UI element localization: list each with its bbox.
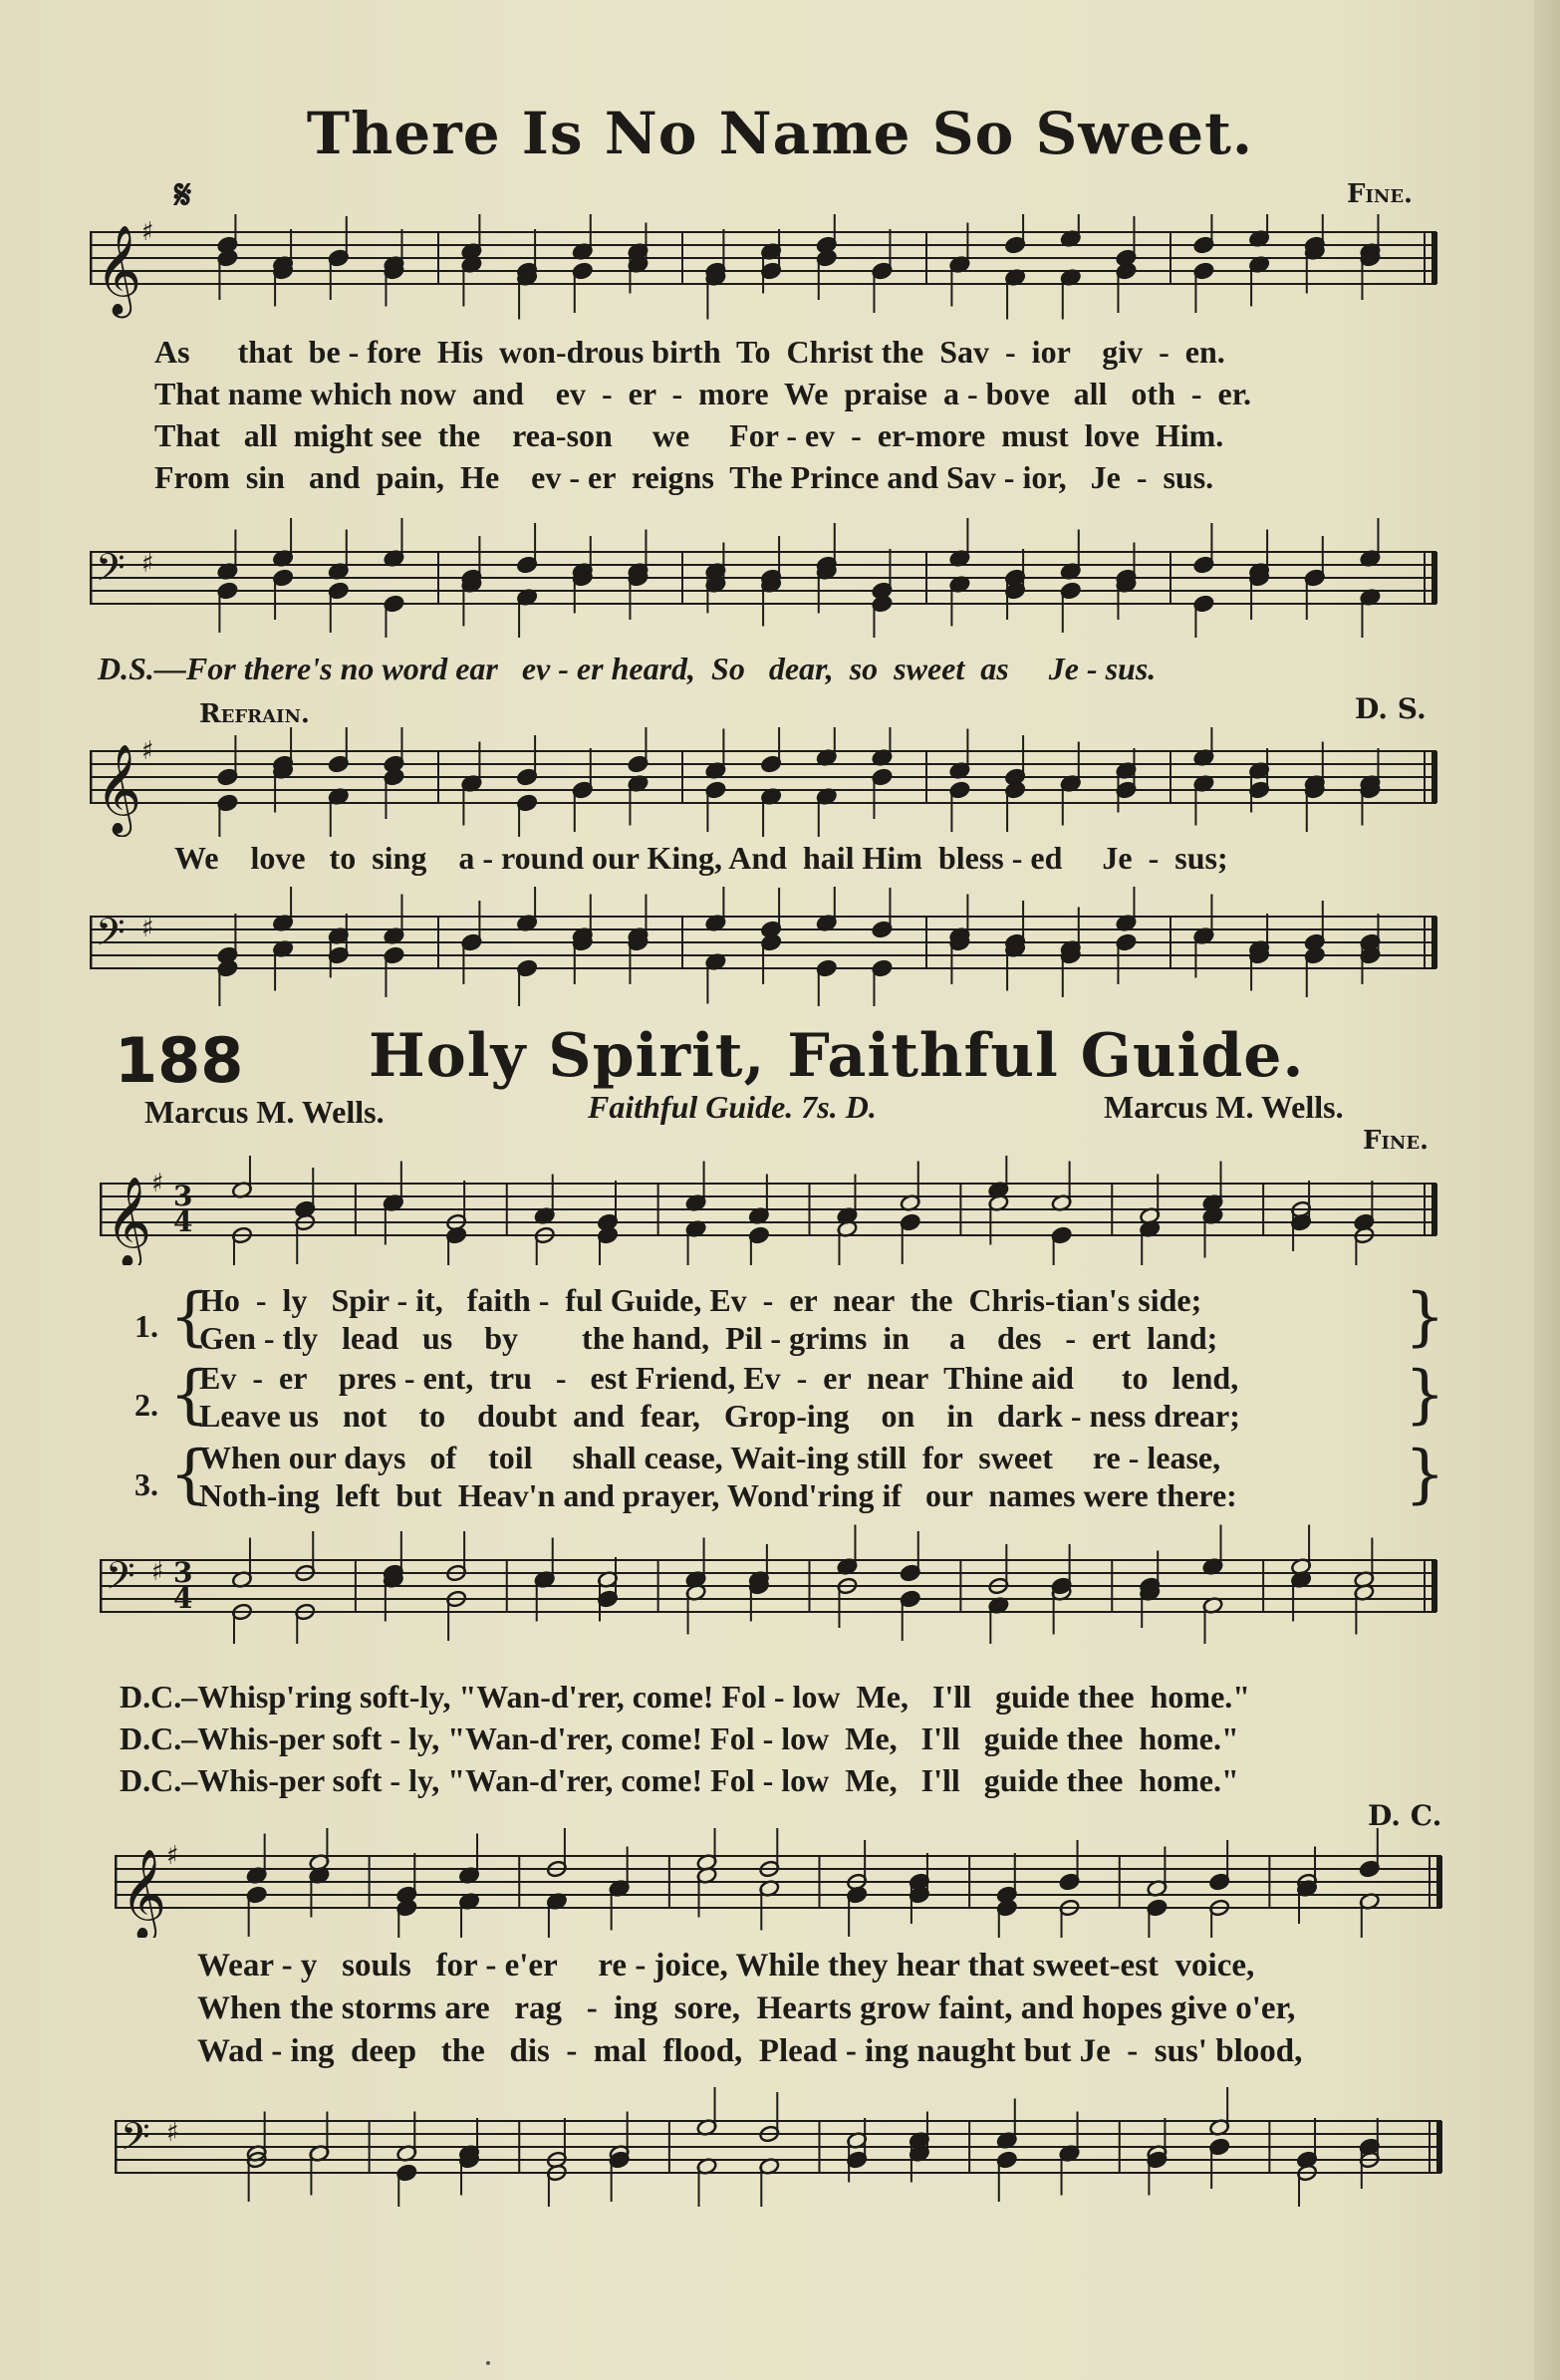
hymn-187-fine-label: Fine. [1347, 179, 1414, 209]
hymn-187-verse-line-4: From sin and pain, He ev - er reigns The Prince and Sav - ior, Je - sus. [154, 459, 1214, 495]
svg-text:4: 4 [173, 1205, 193, 1238]
page-edge [1534, 0, 1560, 2380]
chorus-line-2: When the storms are rag - ing sore, Hearts grow faint, and hopes give o'er, [197, 1990, 1296, 2026]
svg-text:3: 3 [173, 1556, 193, 1589]
verse-number-1: 1. [134, 1308, 158, 1344]
chorus-line-1: Wear - y souls for - e'er re - joice, While they hear that sweet-est voice, [197, 1948, 1255, 1983]
svg-text:𝄞: 𝄞 [96, 225, 142, 315]
hymn-188-number: 188 [115, 1024, 244, 1097]
hymn-187-title: There Is No Name So Sweet. [306, 100, 1254, 167]
dc-line-3: D.C.–Whis-per soft - ly, "Wan-d'rer, come! Fol - low Me, I'll guide thee home." [120, 1762, 1239, 1798]
segno-sign: 𝄋 [174, 171, 192, 218]
svg-text:3: 3 [173, 1180, 193, 1212]
svg-text:𝄞: 𝄞 [96, 744, 142, 834]
svg-text:♯: ♯ [151, 1169, 164, 1198]
verse-brace-right: } [1405, 1438, 1445, 1511]
hymn-187-verse-line-1: As that be - fore His won-drous birth To Christ the Sav - ior giv - en. [154, 334, 1225, 370]
verse-2-line-1: Ev - er pres - ent, tru - est Friend, Ev - er near Thine aid to lend, [199, 1360, 1239, 1396]
verse-number-2: 2. [134, 1387, 158, 1423]
svg-text:𝄢: 𝄢 [96, 910, 126, 963]
hymn-187-verse-line-3: That all might see the rea-son we For - ev - er-more must love Him. [154, 417, 1224, 453]
hymn-188-treble-staff-2 [115, 1828, 1449, 1938]
chorus-line-3: Wad - ing deep the dis - mal flood, Plead - ing naught but Je - sus' blood, [197, 2033, 1303, 2069]
page-speck [486, 2361, 490, 2365]
svg-text:𝄞: 𝄞 [106, 1177, 152, 1265]
dc-line-1: D.C.–Whisp'ring soft-ly, "Wan-d'rer, come! Fol - low Me, I'll guide thee home." [120, 1679, 1251, 1715]
hymn-187-verse-line-2: That name which now and ev - er - more We praise a - bove all oth - er. [154, 376, 1251, 411]
verse-number-3: 3. [134, 1466, 158, 1502]
svg-text:♯: ♯ [151, 1557, 164, 1587]
svg-text:𝄢: 𝄢 [96, 545, 126, 599]
svg-text:𝄢: 𝄢 [106, 1553, 135, 1607]
hymn-188-composer: Marcus M. Wells. [1104, 1089, 1344, 1125]
hymn-188-bass-staff-2 [115, 2087, 1449, 2207]
verse-brace-right: } [1405, 1358, 1445, 1432]
svg-text:♯: ♯ [141, 549, 154, 579]
hymn-187-bass-staff-1 [90, 518, 1444, 638]
hymn-187-ds-label: D. S. [1355, 692, 1427, 725]
hymn-188-tune-meter: Faithful Guide. 7s. D. [588, 1089, 877, 1125]
verse-brace-right: } [1405, 1280, 1445, 1354]
svg-text:♯: ♯ [141, 217, 154, 247]
svg-text:♯: ♯ [166, 2118, 179, 2148]
hymn-188-author: Marcus M. Wells. [144, 1094, 385, 1130]
hymn-187-refrain-label: Refrain. [199, 699, 310, 729]
svg-text:4: 4 [173, 1582, 193, 1615]
hymn-188-fine-label: Fine. [1363, 1126, 1430, 1156]
hymn-187-bass-staff-2 [90, 887, 1444, 1006]
hymn-187-ds-line: D.S.—For there's no word ear ev - er heard, So dear, so sweet as Je - sus. [98, 651, 1157, 686]
hymn-187-treble-staff-1 [90, 214, 1444, 324]
svg-text:♯: ♯ [141, 736, 154, 766]
verse-1-line-1: Ho - ly Spir - it, faith - ful Guide, Ev - er near the Chris-tian's side; [199, 1282, 1202, 1318]
verse-brace-left: { [169, 1280, 210, 1354]
hymn-187-treble-staff-2 [90, 727, 1444, 837]
dc-line-2: D.C.–Whis-per soft - ly, "Wan-d'rer, come! Fol - low Me, I'll guide thee home." [120, 1720, 1239, 1756]
hymn-188-title: Holy Spirit, Faithful Guide. [369, 1021, 1305, 1091]
svg-text:𝄞: 𝄞 [121, 1849, 167, 1938]
verse-brace-left: { [169, 1438, 210, 1511]
svg-text:𝄢: 𝄢 [121, 2114, 150, 2168]
hymn-188-dc-label: D. C. [1368, 1799, 1442, 1832]
verse-3-line-2: Noth-ing left but Heav'n and prayer, Wond'ring if our names were there: [199, 1477, 1237, 1513]
hymn-188-bass-staff-1 [100, 1524, 1444, 1644]
hymn-188-treble-staff-1 [100, 1156, 1444, 1265]
verse-3-line-1: When our days of toil shall cease, Wait-ing still for sweet re - lease, [199, 1440, 1221, 1475]
verse-2-line-2: Leave us not to doubt and fear, Grop-ing on in dark - ness drear; [199, 1398, 1240, 1434]
svg-text:♯: ♯ [141, 914, 154, 943]
verse-1-line-2: Gen - tly lead us by the hand, Pil - grims in a des - ert land; [199, 1320, 1218, 1356]
hymn-187-refrain-line: We love to sing a - round our King, And hail Him bless - ed Je - sus; [174, 840, 1228, 876]
svg-text:♯: ♯ [166, 1841, 179, 1871]
verse-brace-left: { [169, 1358, 210, 1432]
